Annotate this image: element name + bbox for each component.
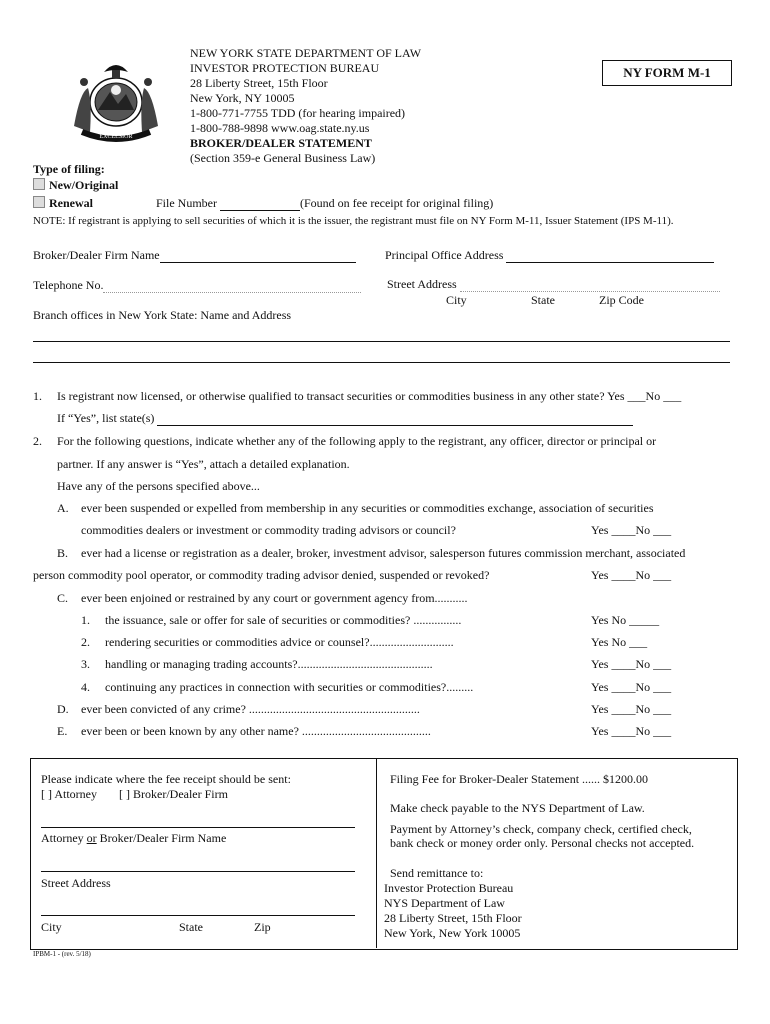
receipt-destination-label: Please indicate where the fee receipt should be sent: [41,772,291,786]
receipt-firm-option[interactable]: [ ] Broker/Dealer Firm [119,787,228,801]
phone-tdd: 1-800-771-7755 TDD (for hearing impaired) [190,106,406,120]
q2-number: 2. [33,434,42,448]
address-street: 28 Liberty Street, 15th Floor [190,76,328,90]
street-address-label: Street Address [387,277,457,291]
qa-letter: A. [57,501,69,515]
q1-states-field[interactable] [57,411,633,426]
file-number-label: File Number [156,196,217,210]
qc2-number: 2. [81,635,90,649]
nys-seal-icon [62,52,170,144]
agency-header [190,46,421,166]
qb-text-1: ever had a license or registration as a dealer, broker, investment advisor, salesperson futures commission merchant, associated [81,546,686,560]
receipt-attorney-option[interactable]: [ ] Attorney [41,787,97,801]
q1-states-label: If “Yes”, list state(s) [57,411,158,425]
department-name: NEW YORK STATE DEPARTMENT OF LAW [190,46,422,60]
qb-yes-no[interactable]: Yes ____No ___ [591,568,672,582]
principal-office-input[interactable] [506,250,714,263]
telephone-input[interactable] [103,280,361,293]
remit-line-4: New York, New York 10005 [384,926,521,940]
file-number-input[interactable] [220,198,300,211]
street-address-field[interactable] [387,277,720,292]
q2-text-1: For the following questions, indicate whether any of the following apply to the registrant, any officer, director or principal or [57,434,657,448]
q2-text-3: Have any of the persons specified above... [57,479,260,493]
form-id-box: NY FORM M-1 [602,60,732,86]
qa-yes-no[interactable]: Yes ____No ___ [591,523,672,537]
filing-type-label: Type of filing: [33,162,105,176]
seal-motto: EXCELSIOR [99,134,133,140]
qe-yes-no[interactable]: Yes ____No ___ [591,724,672,738]
qa-text-1: ever been suspended or expelled from membership in any securities or commodities exchange, association of securities [81,501,654,515]
qc3-yes-no[interactable]: Yes ____No ___ [591,657,672,671]
qc4-yes-no[interactable]: Yes ____No ___ [591,680,672,694]
telephone-label: Telephone No. [33,278,104,292]
qc4-text: continuing any practices in connection with securities or commodities?......... [105,680,474,694]
qc-text: ever been enjoined or restrained by any court or government agency from........... [81,591,468,605]
receipt-street-label: Street Address [41,876,111,890]
remittance-label: Send remittance to: [390,866,484,880]
qe-text: ever been or been known by any other name? ........................................... [81,724,431,738]
branch-office-line-1[interactable] [33,341,730,342]
receipt-name-or: or [86,831,97,845]
receipt-zip-label: Zip [254,920,271,934]
receipt-name-prefix: Attorney [41,831,87,845]
remit-line-1: Investor Protection Bureau [384,881,514,895]
receipt-name-line[interactable] [41,827,355,828]
receipt-name-suffix: Broker/Dealer Firm Name [96,831,227,845]
renewal-label: Renewal [49,196,93,210]
qe-letter: E. [57,724,68,738]
telephone-field[interactable] [33,278,361,293]
city-label: City [446,293,467,307]
qc3-text: handling or managing trading accounts?............................................. [105,657,433,671]
q1-text: Is registrant now licensed, or otherwise qualified to transact securities or commodities business in any other state? Yes ___No ___ [57,389,682,403]
principal-office-field[interactable] [385,248,714,263]
qb-letter: B. [57,546,69,560]
qc-letter: C. [57,591,69,605]
qd-letter: D. [57,702,69,716]
principal-office-label: Principal Office Address [385,248,504,262]
qc2-text: rendering securities or commodities advice or counsel?............................ [105,635,454,649]
statute-section: (Section 359-e General Business Law) [190,151,376,165]
file-number-field[interactable] [156,196,493,211]
filing-renewal-option[interactable] [33,196,93,211]
receipt-city-line[interactable] [41,915,355,916]
qb-text-2: person commodity pool operator, or commodity trading advisor denied, suspended or revoked? [33,568,490,582]
qc1-text: the issuance, sale or offer for sale of securities or commodities? ................ [105,613,462,627]
phone-web: 1-800-788-9898 www.oag.state.ny.us [190,121,370,135]
new-original-checkbox[interactable] [33,178,45,190]
q1-number: 1. [33,389,42,403]
zip-code-label: Zip Code [599,293,644,307]
renewal-checkbox[interactable] [33,196,45,208]
receipt-city-label: City [41,920,62,934]
file-number-note: (Found on fee receipt for original filing) [300,196,494,210]
qc4-number: 4. [81,680,90,694]
qc2-yes-no[interactable]: Yes No ___ [591,635,648,649]
qc1-yes-no[interactable]: Yes No _____ [591,613,660,627]
filing-fee-line: Filing Fee for Broker-Dealer Statement ...... $1200.00 [390,772,649,786]
q1-states-input[interactable] [157,413,633,426]
qd-text: ever been convicted of any crime? ......................................................... [81,702,420,716]
address-city: New York, NY 10005 [190,91,295,105]
state-label: State [531,293,555,307]
branch-offices-label: Branch offices in New York State: Name and Address [33,308,292,322]
receipt-state-label: State [179,920,203,934]
bureau-name: INVESTOR PROTECTION BUREAU [190,61,380,75]
remit-line-3: 28 Liberty Street, 15th Floor [384,911,522,925]
payment-line-1: Payment by Attorney’s check, company check, certified check, [390,822,692,836]
qc1-number: 1. [81,613,90,627]
firm-name-input[interactable] [160,250,356,263]
revision-footer: IPBM-1 - (rev. 5/18) [33,950,91,958]
branch-office-line-2[interactable] [33,362,730,363]
firm-name-field[interactable] [33,248,356,263]
payment-line-2: bank check or money order only. Personal checks not accepted. [390,836,695,850]
receipt-name-label [41,831,226,846]
form-title: BROKER/DEALER STATEMENT [190,136,372,150]
qc3-number: 3. [81,657,90,671]
street-address-input[interactable] [460,279,720,292]
firm-name-label: Broker/Dealer Firm Name [33,248,160,262]
receipt-street-line[interactable] [41,871,355,872]
m11-note: NOTE: If registrant is applying to sell securities of which it is the issuer, the registrant must file on NY Form M-11, Issuer Statement (IPS M-11). [33,215,674,227]
q2-text-2: partner. If any answer is “Yes”, attach a detailed explanation. [57,457,350,471]
remit-line-2: NYS Department of Law [384,896,505,910]
qd-yes-no[interactable]: Yes ____No ___ [591,702,672,716]
qa-text-2: commodities dealers or investment or commodity trading advisors or council? [81,523,456,537]
fee-box-divider [376,758,377,948]
payable-line: Make check payable to the NYS Department of Law. [390,801,645,815]
new-original-label: New/Original [49,178,119,192]
filing-new-option[interactable] [33,178,118,193]
